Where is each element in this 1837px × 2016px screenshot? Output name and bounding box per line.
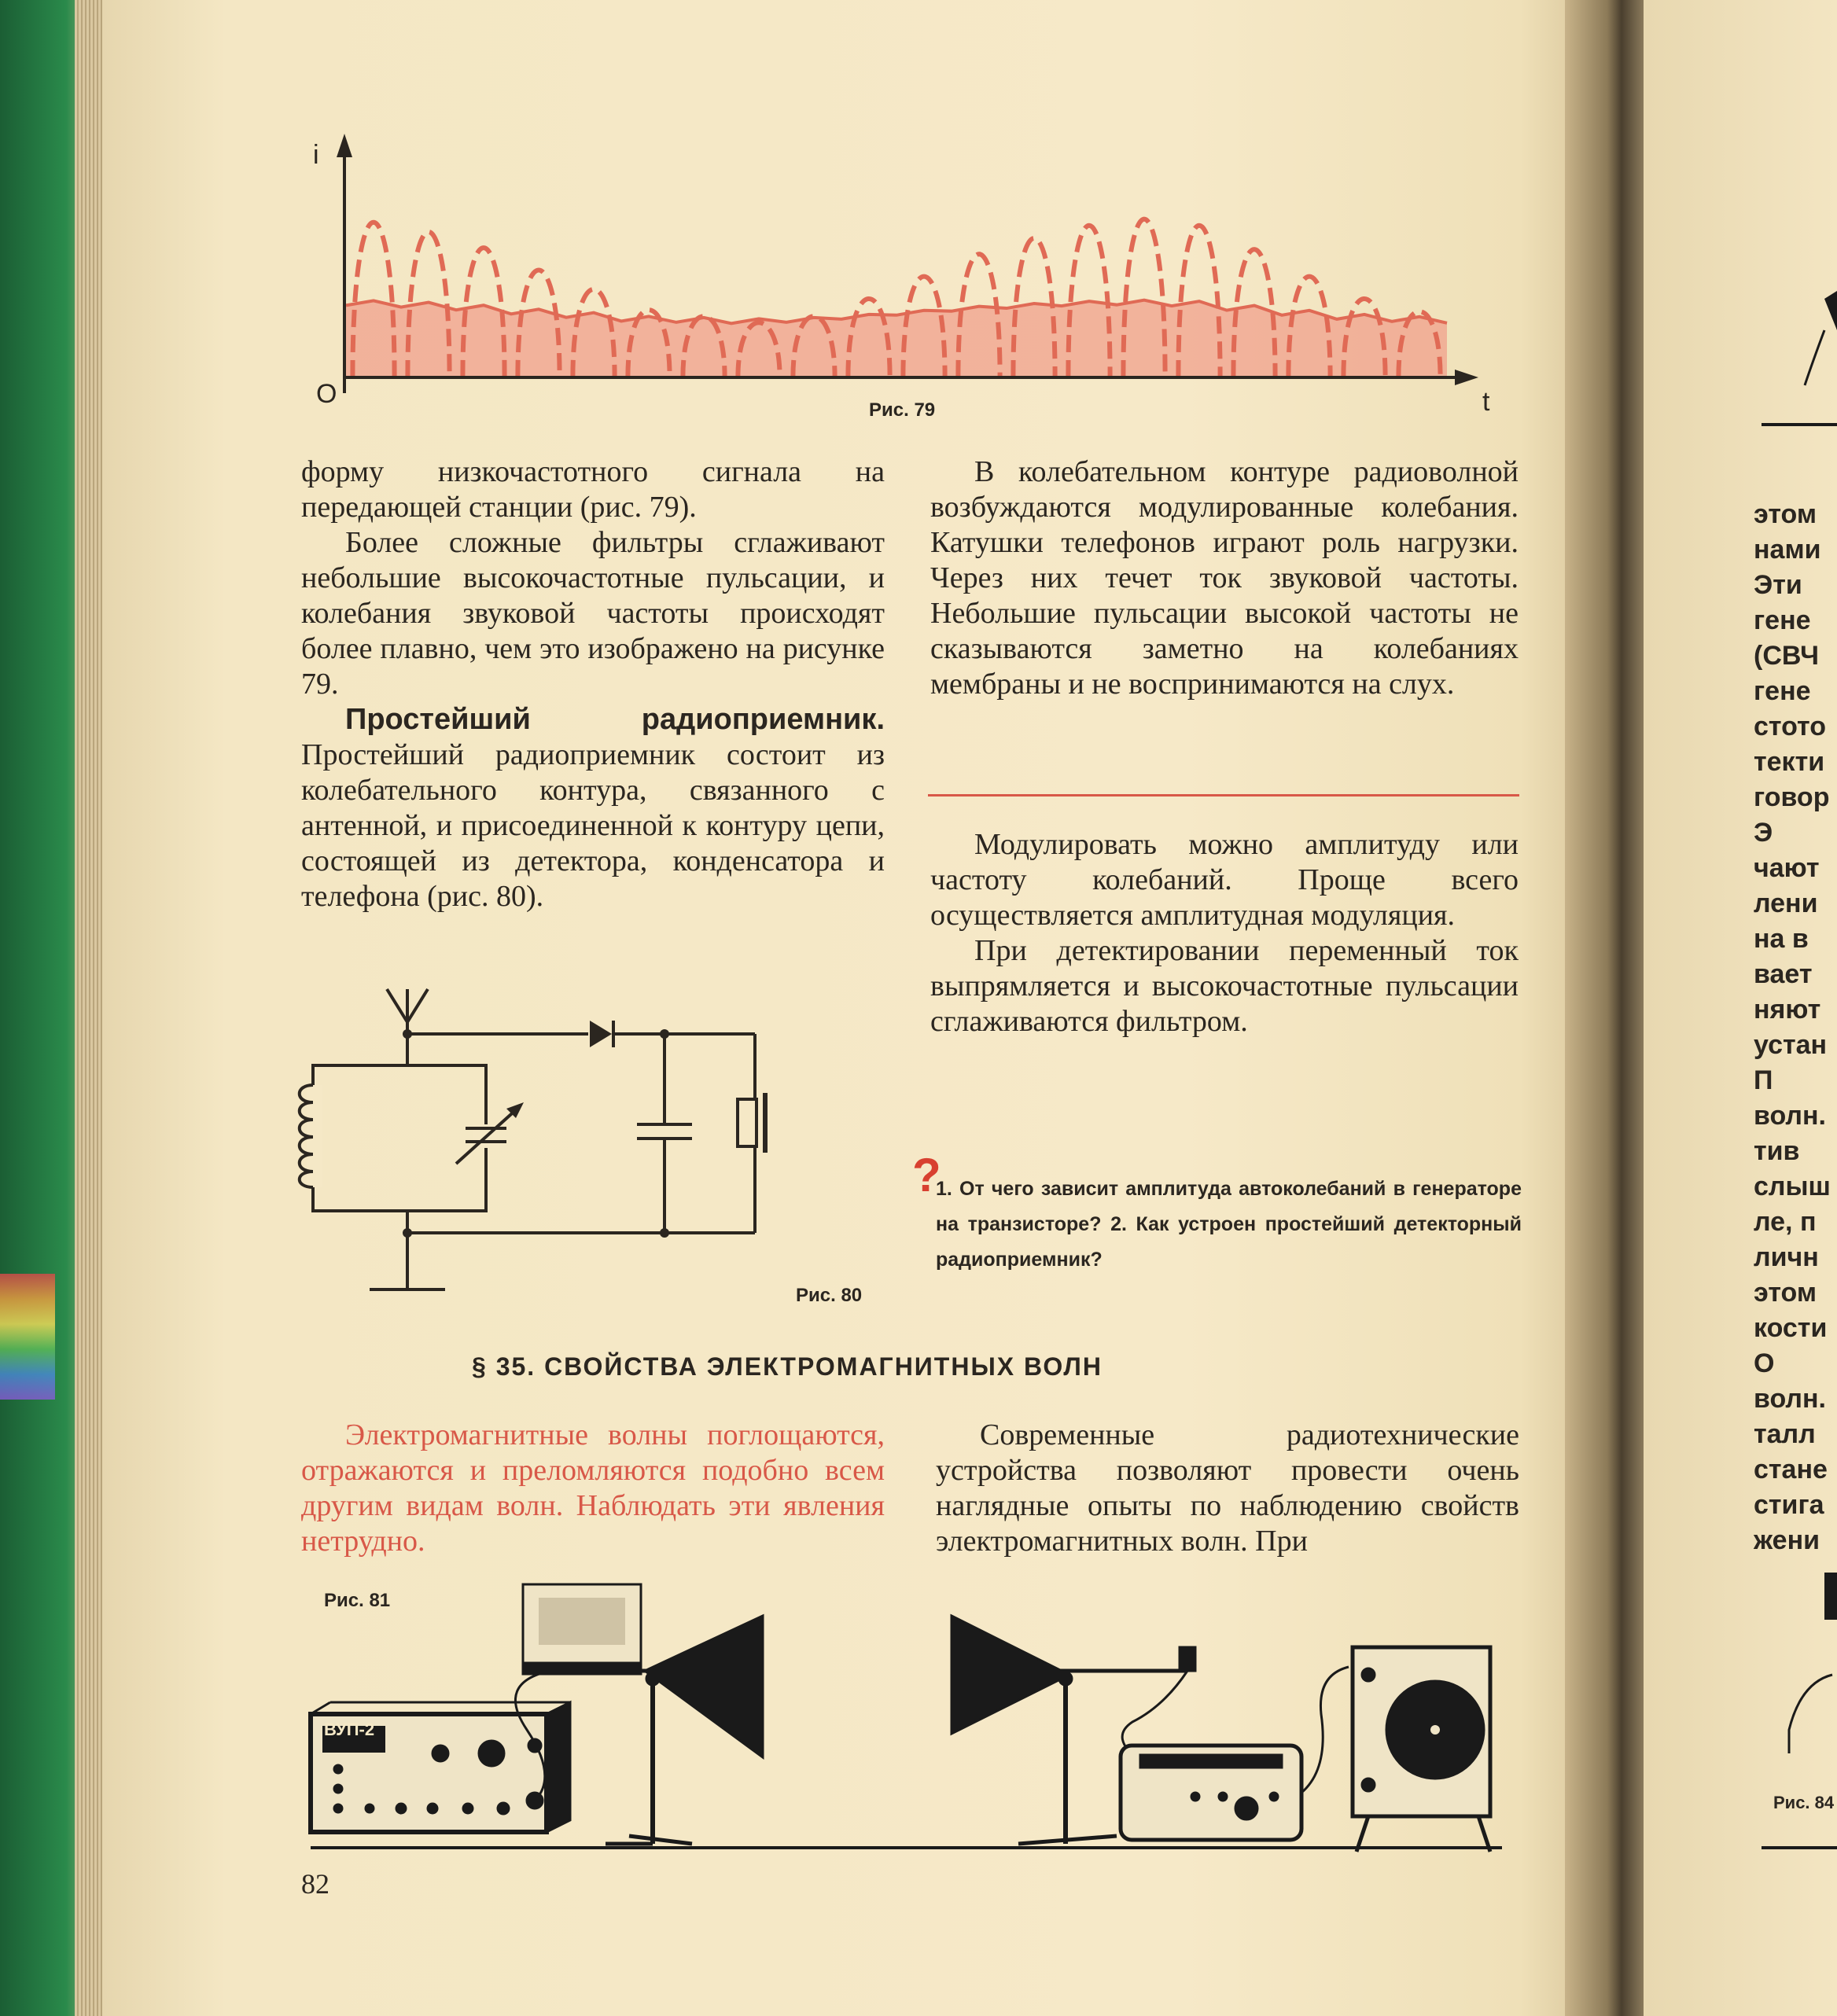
next-page-line: стига: [1754, 1490, 1824, 1520]
transmitter-horn: [645, 1616, 763, 1757]
section-intro-right: [936, 1418, 1519, 1559]
next-page-line: Эти: [1754, 570, 1802, 600]
fig79-x-label: t: [1482, 387, 1490, 417]
question-mark-icon: ?: [912, 1149, 941, 1201]
right-column-bottom: [930, 827, 1519, 1039]
red-divider: [928, 794, 1519, 796]
next-page-line: (СВЧ: [1754, 641, 1820, 671]
section-intro-red-text: Электромагнитные волны поглощаются, отражаются и преломляются подобно всем другим видам волн. Наблюдать эти явления нетрудно.: [301, 1418, 885, 1558]
review-questions: 1. От чего зависит амплитуда автоколебаний в генераторе на транзисторе? 2. Как устроен простейший детекторный радиоприемник?: [936, 1178, 1522, 1271]
fig79-origin-label: O: [316, 379, 337, 409]
next-page-line: лени: [1754, 888, 1818, 918]
fig79-caption: Рис. 79: [869, 399, 936, 421]
next-page-line: О: [1754, 1348, 1775, 1378]
next-page-line: волн.: [1754, 1384, 1826, 1414]
right-p3: При детектировании переменный ток выпрямляется и высокочастотные пульсации сглаживаются фильтром.: [930, 934, 1519, 1038]
next-page-line: кости: [1754, 1313, 1828, 1343]
next-page-line: стото: [1754, 712, 1827, 741]
right-p2: Модулировать можно амплитуду или частоту колебаний. Проще всего осуществляется амплитудная модуляция.: [930, 828, 1519, 932]
next-page-line: личн: [1754, 1242, 1819, 1272]
receiver-horn: [952, 1616, 1069, 1734]
knob-icon: [433, 1746, 448, 1761]
figure-81-microwave-setup: [299, 1573, 1526, 1856]
subheading-simple-receiver: Простейший радиоприемник.: [345, 703, 885, 736]
antenna-left: [387, 989, 407, 1022]
next-page-line: говор: [1754, 782, 1830, 812]
fig79-shaded-area: [346, 300, 1447, 377]
next-page-line: этом: [1754, 499, 1817, 529]
next-page-line: устан: [1754, 1030, 1828, 1060]
diode: [590, 1021, 612, 1047]
next-page-line: этом: [1754, 1278, 1817, 1308]
next-page-line: волн.: [1754, 1101, 1826, 1131]
fig80-caption: Рис. 80: [796, 1285, 863, 1306]
next-page-line: нами: [1754, 535, 1821, 565]
left-p3: [301, 702, 885, 914]
next-page-line: гене: [1754, 676, 1811, 706]
figure-80-receiver-circuit: [291, 975, 779, 1305]
right-p1: В колебательном контуре радиоволной возбуждаются модулированные колебания. Катушки телефонов играют роль нагрузки. Через них течет ток звуковой частоты. Небольшие пульсации высокой частоты не сказываются заметно на колебаниях мембраны и не воспринимаются на слух.: [930, 455, 1519, 701]
next-page-line: Э: [1754, 818, 1773, 848]
page-number: 82: [301, 1868, 329, 1900]
cover-rainbow-stripe: [0, 1274, 55, 1400]
next-page-line: жени: [1754, 1525, 1820, 1555]
next-page: [1644, 0, 1837, 2016]
left-p2: Более сложные фильтры сглаживают небольшие высокочастотные пульсации, и колебания звуковой частоты происходят более плавно, чем это изображено на рисунке 79.: [301, 526, 885, 701]
fig81-caption: Рис. 81: [324, 1590, 391, 1611]
next-page-line: тив: [1754, 1136, 1800, 1166]
knob-icon: [1235, 1797, 1257, 1819]
fig79-y-label: i: [313, 140, 319, 170]
fig79-x-arrow: [1455, 370, 1478, 385]
next-page-line: няют: [1754, 995, 1821, 1025]
telephone-body: [738, 1099, 757, 1146]
left-column: [301, 454, 885, 914]
junction-dot: [660, 1228, 669, 1238]
next-page-line: слыш: [1754, 1172, 1831, 1201]
fig79-fill-area: [346, 300, 1447, 377]
knob-icon: [479, 1741, 504, 1766]
next-page-line: текти: [1754, 747, 1825, 777]
device-label-vup2: ВУП-2: [324, 1720, 375, 1739]
next-page-caption: Рис. 84: [1773, 1793, 1835, 1812]
section-intro-red: [301, 1418, 885, 1559]
right-column-top: [930, 454, 1519, 702]
next-page-line: чают: [1754, 853, 1820, 883]
next-page-line: талл: [1754, 1419, 1816, 1449]
next-page-line: гене: [1754, 605, 1811, 635]
fig79-y-arrow: [337, 134, 352, 157]
section-title: § 35. СВОЙСТВА ЭЛЕКТРОМАГНИТНЫХ ВОЛН: [472, 1352, 1103, 1381]
section-intro-right-text: Современные радиотехнические устройства позволяют провести очень наглядные опыты по наблюдению свойств электромагнитных волн. При: [936, 1418, 1519, 1558]
next-page-line: П: [1754, 1065, 1773, 1095]
left-p3-body: Простейший радиоприемник состоит из колебательного контура, связанного с антенной, и присоединенной к контуру цепи, состоящей из детектора, конденсатора и телефона (рис. 80).: [301, 738, 885, 913]
next-page-line: вает: [1754, 959, 1813, 989]
figure-79-rectified-signal: [299, 134, 1526, 425]
next-page-figure: [1644, 0, 1837, 2016]
next-page-line: стане: [1754, 1455, 1828, 1484]
antenna-right: [407, 989, 428, 1022]
left-p1: форму низкочастотного сигнала на передающей станции (рис. 79).: [301, 455, 885, 524]
next-page-line: ле, п: [1754, 1207, 1817, 1237]
next-page-line: на в: [1754, 924, 1809, 954]
